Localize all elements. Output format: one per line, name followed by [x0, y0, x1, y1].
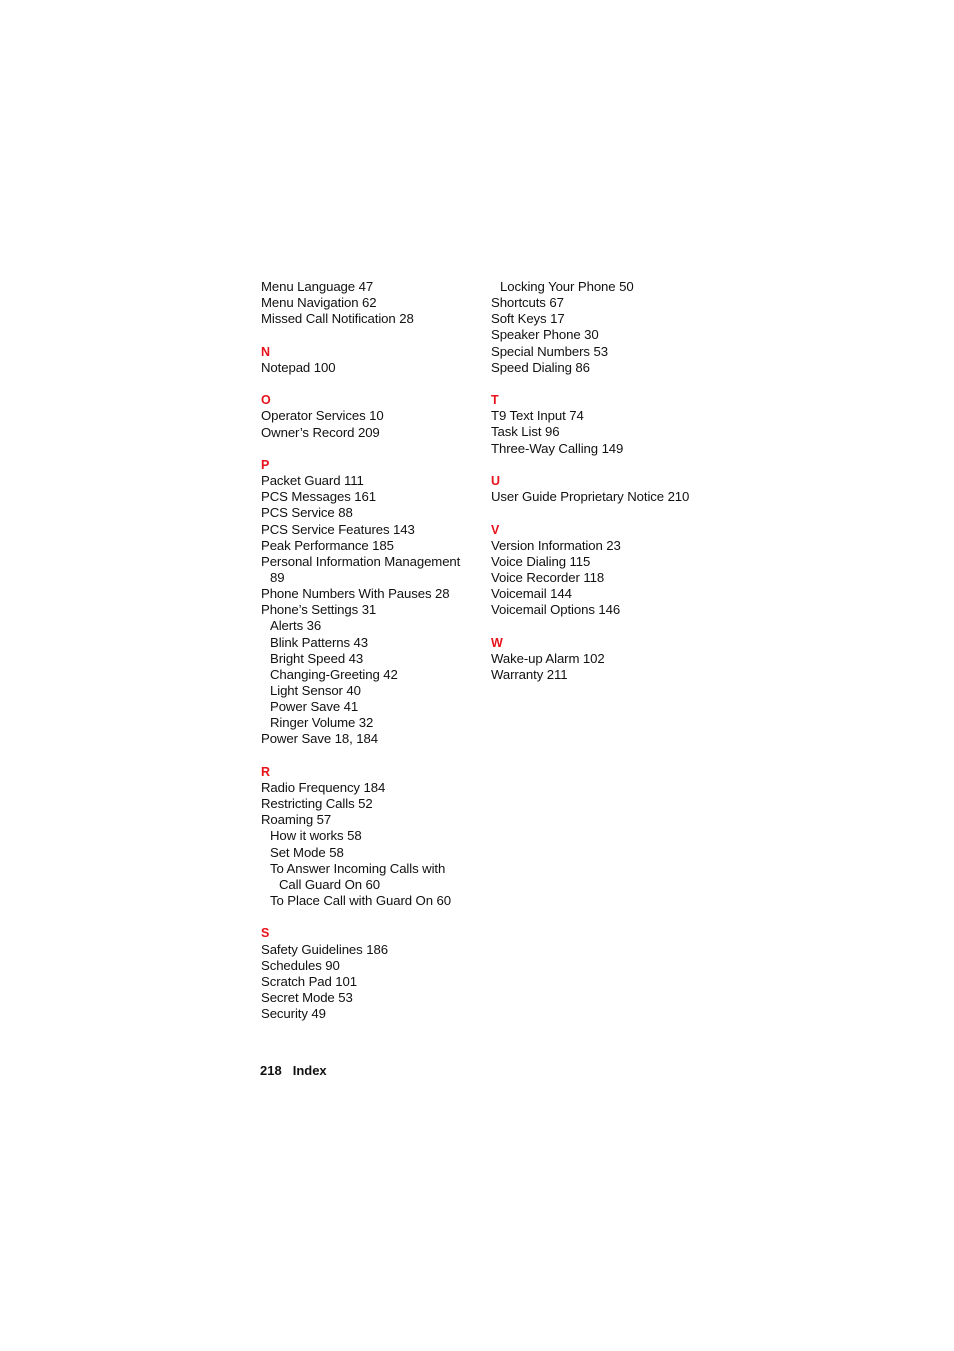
index-subentry: To Answer Incoming Calls with: [270, 860, 446, 876]
index-entry: Phone Numbers With Pauses 28: [261, 586, 450, 602]
section-gap: [491, 618, 721, 634]
index-entry: Soft Keys 17: [491, 311, 565, 327]
index-entry: Safety Guidelines 186: [261, 941, 388, 957]
index-subentry: How it works 58: [270, 828, 362, 844]
index-entry: Speaker Phone 30: [491, 327, 599, 343]
index-entry: Owner’s Record 209: [261, 424, 380, 440]
index-subentry: Bright Speed 43: [270, 650, 364, 666]
section-gap: [261, 909, 491, 925]
index-entry: Secret Mode 53: [261, 989, 353, 1005]
section-gap: [261, 376, 491, 392]
index-entry: Schedules 90: [261, 957, 340, 973]
index-entry: Roaming 57: [261, 812, 332, 828]
index-entry: Menu Navigation 62: [261, 295, 377, 311]
index-entry: Missed Call Notification 28: [261, 311, 414, 327]
index-entry: Voicemail 144: [491, 586, 572, 602]
index-entry: Three-Way Calling 149: [491, 440, 624, 456]
section-gap: [491, 505, 721, 521]
page-number: 218: [260, 1063, 282, 1078]
index-column-right: [491, 279, 721, 683]
index-entry: Menu Language 47: [261, 279, 374, 294]
index-entry: Scratch Pad 101: [261, 973, 358, 989]
index-entry: PCS Service Features 143: [261, 521, 415, 537]
index-subentry: Changing-Greeting 42: [270, 666, 398, 682]
section-gap: [491, 376, 721, 392]
index-entry: User Guide Proprietary Notice 210: [491, 489, 690, 505]
index-entry: Packet Guard 111: [261, 473, 364, 489]
index-letter-heading: N: [261, 344, 271, 359]
index-entry: Task List 96: [491, 424, 560, 440]
index-subentry: Blink Patterns 43: [270, 634, 368, 650]
index-entry: Peak Performance 185: [261, 537, 394, 553]
section-title: Index: [292, 1063, 327, 1078]
index-entry: Voicemail Options 146: [491, 602, 621, 618]
index-letter-heading: P: [261, 458, 270, 473]
index-entry: Operator Services 10: [261, 408, 384, 424]
index-subentry: Call Guard On 60: [279, 876, 381, 892]
index-letter-heading: R: [261, 764, 271, 779]
index-entry: Wake-up Alarm 102: [491, 650, 605, 666]
index-entry: Radio Frequency 184: [261, 779, 386, 795]
index-letter-heading: O: [261, 393, 271, 408]
page-footer: [260, 1062, 327, 1080]
index-entry: Special Numbers 53: [491, 343, 608, 359]
section-gap: [261, 748, 491, 764]
index-subentry: Locking Your Phone 50: [500, 279, 634, 294]
index-letter-heading: S: [261, 926, 270, 941]
index-entry: Voice Dialing 115: [491, 553, 591, 569]
index-entry: Restricting Calls 52: [261, 796, 373, 812]
index-letter-heading: U: [491, 474, 501, 488]
index-subentry: Light Sensor 40: [270, 682, 361, 698]
index-subentry: Ringer Volume 32: [270, 715, 374, 731]
index-entry: Version Information 23: [491, 537, 621, 553]
section-gap: [491, 457, 721, 473]
index-entry: PCS Messages 161: [261, 489, 376, 505]
section-gap: [261, 327, 491, 343]
index-entry: Voice Recorder 118: [491, 570, 605, 585]
index-entry: Warranty 211: [491, 667, 568, 682]
index-entry: Power Save 18, 184: [261, 731, 378, 747]
index-letter-heading: W: [491, 635, 503, 650]
index-subentry: 89: [270, 570, 285, 585]
index-column-left: [261, 279, 491, 1022]
index-entry: PCS Service 88: [261, 505, 353, 521]
index-subentry: Power Save 41: [270, 699, 359, 715]
index-entry: Speed Dialing 86: [491, 359, 590, 375]
index-subentry: Set Mode 58: [270, 844, 344, 860]
index-entry: Notepad 100: [261, 359, 336, 375]
index-subentry: To Place Call with Guard On 60: [270, 892, 451, 908]
index-entry: Security 49: [261, 1006, 326, 1022]
index-letter-heading: T: [491, 393, 499, 408]
index-entry: Phone’s Settings 31: [261, 602, 377, 618]
index-entry: Personal Information Management: [261, 553, 461, 569]
index-entry: T9 Text Input 74: [491, 408, 584, 424]
index-letter-heading: V: [491, 522, 500, 537]
section-gap: [261, 441, 491, 457]
index-subentry: Alerts 36: [270, 618, 322, 634]
index-entry: Shortcuts 67: [491, 295, 564, 311]
